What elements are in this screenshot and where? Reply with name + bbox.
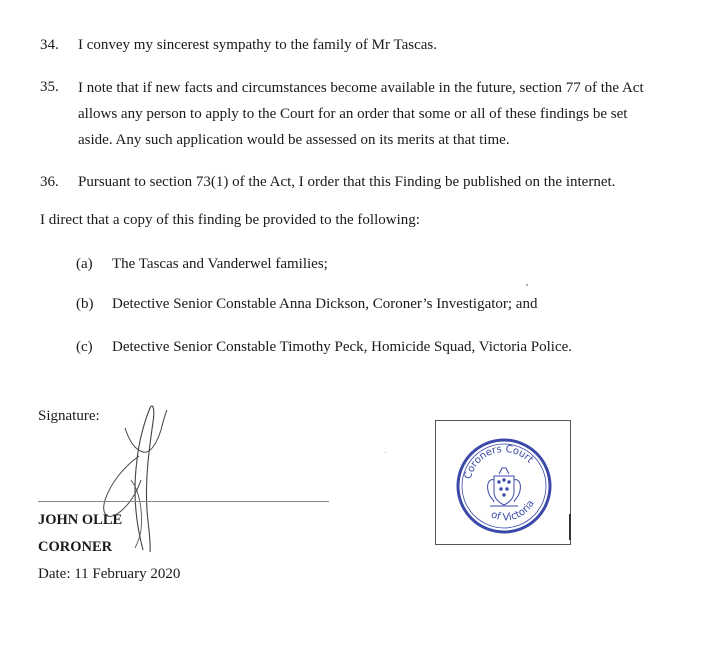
paragraph-text: I convey my sincerest sympathy to the family of Mr Tascas. xyxy=(78,37,438,53)
svg-text:Coroners Court xyxy=(463,444,535,481)
coat-of-arms-icon xyxy=(488,468,521,506)
paragraph-number: 36. xyxy=(40,174,59,190)
seal-edge-mark xyxy=(569,514,571,540)
recipient-text: Detective Senior Constable Anna Dickson, Coroner’s Investigator; and xyxy=(112,296,538,312)
recipient-label: (a) xyxy=(76,256,93,272)
recipient-text: The Tascas and Vanderwel families; xyxy=(112,256,328,272)
recipient-item-b xyxy=(76,296,537,313)
seal-text-bottom: of Victoria xyxy=(489,498,537,524)
recipient-label: (c) xyxy=(76,339,93,355)
seal-text-top: Coroners Court xyxy=(462,443,536,481)
signature-label: Signature: xyxy=(38,408,100,424)
signatory-name: JOHN OLLE xyxy=(38,512,123,528)
recipient-item-c xyxy=(76,339,572,356)
signature-line xyxy=(38,501,329,502)
handwritten-signature xyxy=(95,400,185,560)
paragraph-number: 35. xyxy=(40,79,59,95)
paragraph-34 xyxy=(40,33,680,58)
signatory-title: CORONER xyxy=(38,539,113,555)
recipient-label: (b) xyxy=(76,296,94,312)
paragraph-number: 34. xyxy=(40,37,59,53)
scan-speck xyxy=(526,284,528,286)
court-seal xyxy=(444,424,564,542)
paragraph-36 xyxy=(40,170,680,195)
paragraph-text: Pursuant to section 73(1) of the Act, I order that this Finding be published on the internet. xyxy=(78,174,616,190)
signature-date: Date: 11 February 2020 xyxy=(38,566,181,582)
recipient-text: Detective Senior Constable Timothy Peck, Homicide Squad, Victoria Police. xyxy=(112,339,573,355)
scan-speck xyxy=(385,452,386,453)
direction-text: I direct that a copy of this finding be provided to the following: xyxy=(40,212,420,228)
recipient-item-a xyxy=(76,256,328,273)
paragraph-text: I note that if new facts and circumstances become available in the future, section 77 of the Act allows any person to apply to the Court for an order that some or all of these findings be set aside. Any such application would be assessed on its merits at that time. xyxy=(78,80,644,148)
paragraph-35 xyxy=(40,75,665,153)
